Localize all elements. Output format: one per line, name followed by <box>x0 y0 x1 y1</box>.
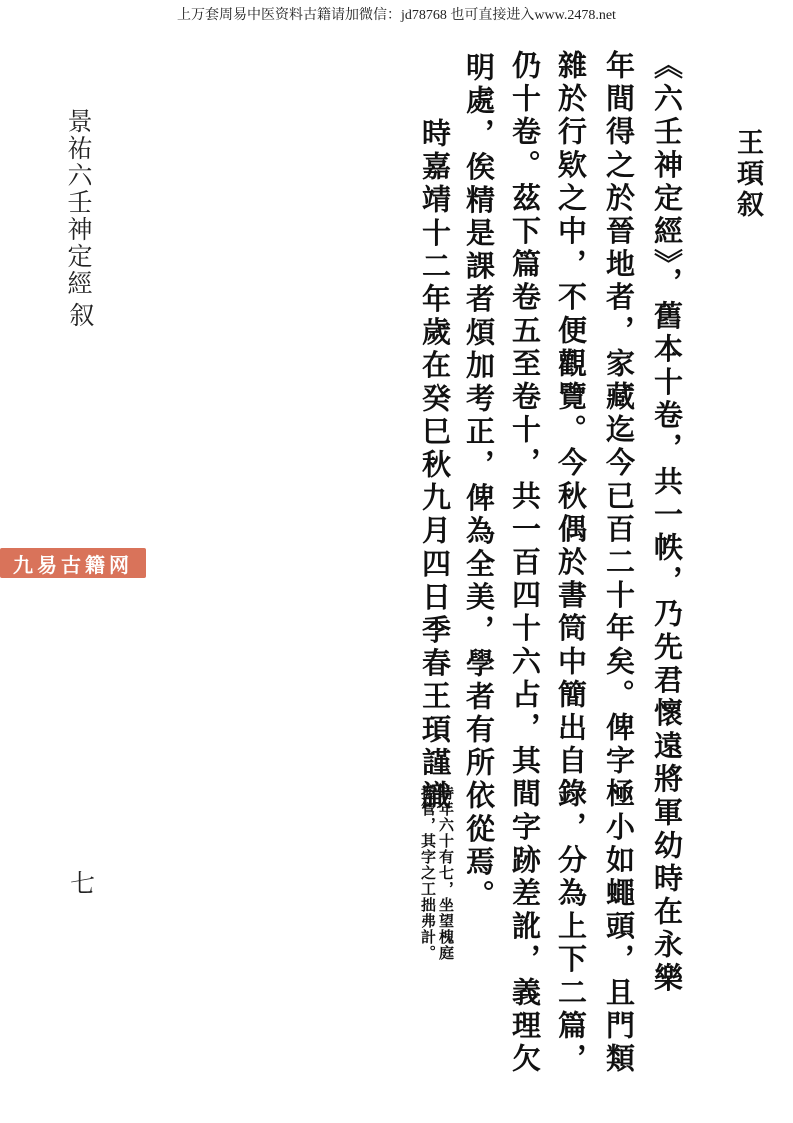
body-column-5: 明處，俟精是課者煩加考正，俾為全美，學者有所依從焉。 <box>462 52 496 913</box>
body-column-2: 年間得之於晉地者，家藏迄今已百二十年矣。俾字極小如蠅頭，且門類 <box>602 50 636 1077</box>
body-column-4: 仍十卷。茲下篇卷五至卷十，共一百四十六占，其間字跡差訛，義理欠 <box>508 50 542 1077</box>
signature-column: 時嘉靖十二年歲在癸巳秋九月四日季春王頊謹識 <box>418 118 452 814</box>
margin-book-title: 景祐六壬神定經 <box>64 108 93 297</box>
margin-section-label: 叙 <box>66 302 95 327</box>
body-column-3: 雜於行欵之中，不便觀覽。今秋偶於書筒中簡出自錄，分為上下二篇， <box>554 50 588 1077</box>
watermark-logo-text: 九易古籍网 <box>13 552 133 577</box>
page-number: 七 <box>70 869 96 898</box>
annotation-column-1: 時年六十有七，坐望槐庭 <box>437 785 455 961</box>
body-column-1: 《六壬神定經》，舊本十卷，共一帙，乃先君懷遠將軍幼時在永樂 <box>650 50 684 996</box>
page-header-banner: 上万套周易中医资料古籍请加微信：jd78768 也可直接进入www.2478.net <box>177 8 616 23</box>
watermark-logo <box>0 548 146 578</box>
annotation-column-2: 握管，其字之工拙弗計。 <box>419 785 437 961</box>
preface-title: 王頊叙 <box>732 128 763 221</box>
